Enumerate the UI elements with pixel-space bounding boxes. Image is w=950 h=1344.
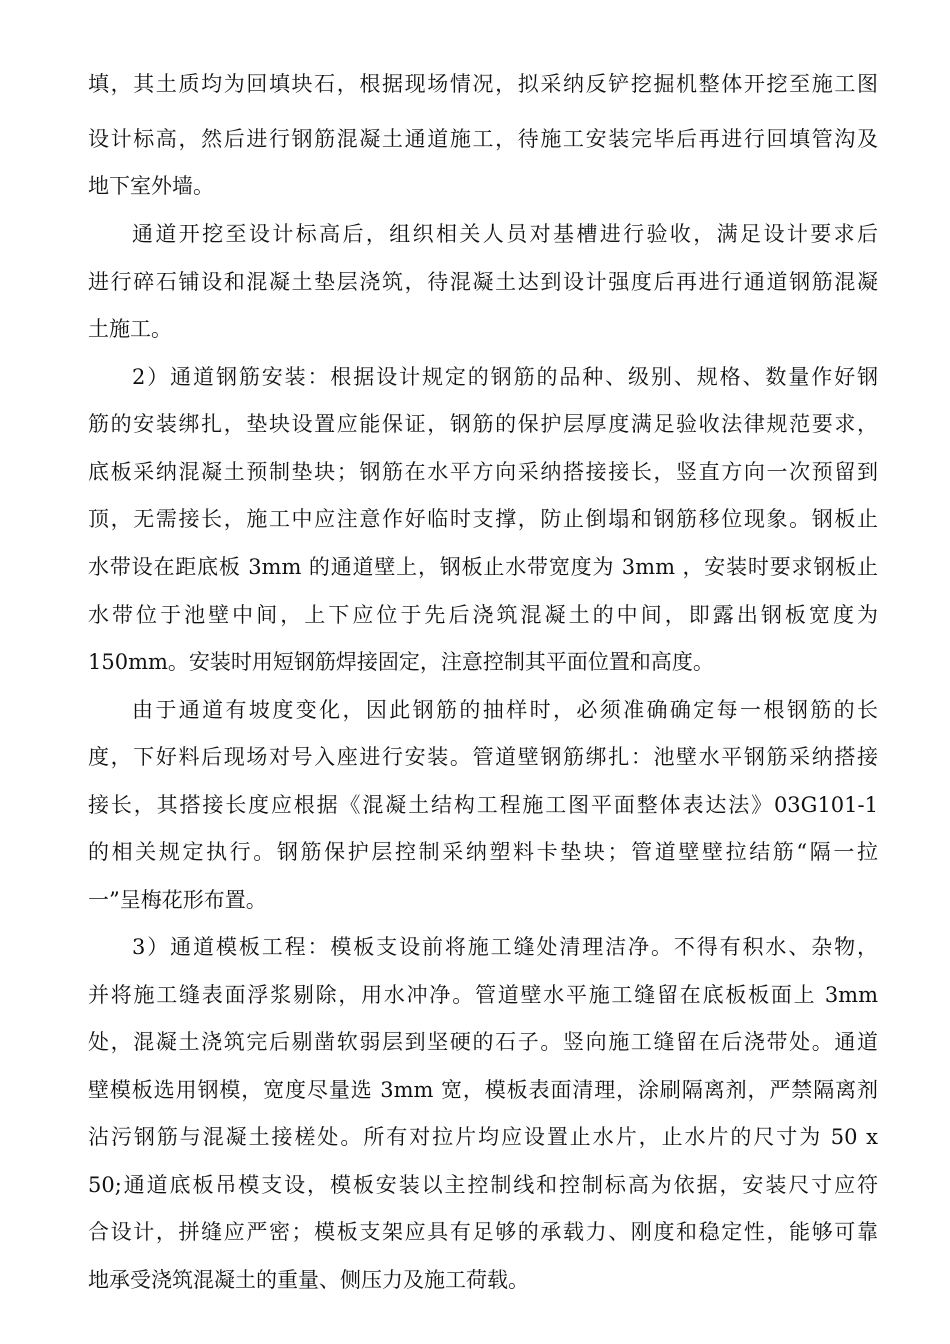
text-line: 通道开挖至设计标高后，组织相关人员对基槽进行验收，满足设计要求后 [132, 222, 878, 246]
text-line: 地下室外墙。 [88, 174, 214, 198]
text-line: 地承受浇筑混凝土的重量、侧压力及施工荷载。 [88, 1268, 529, 1292]
text-line: 土施工。 [88, 317, 172, 341]
text-line: 合设计，拼缝应严密；模板支架应具有足够的承载力、刚度和稳定性，能够可靠 [88, 1220, 878, 1244]
text-line: 接长，其搭接长度应根据《混凝土结构工程施工图平面整体表达法》03G101-1 [88, 793, 878, 817]
text-line: 设计标高，然后进行钢筋混凝土通道施工，待施工安装完毕后再进行回填管沟及 [88, 127, 878, 151]
text-line: 由于通道有坡度变化，因此钢筋的抽样时，必须准确确定每一根钢筋的长 [132, 698, 878, 722]
text-line: 水带位于池壁中间，上下应位于先后浇筑混凝土的中间，即露出钢板宽度为 [88, 603, 878, 627]
text-line: 50;通道底板吊模支设，模板安装以主控制线和控制标高为依据，安装尺寸应符 [88, 1173, 878, 1197]
text-line: 处，混凝土浇筑完后剔凿软弱层到坚硬的石子。竖向施工缝留在后浇带处。通道 [88, 1030, 878, 1054]
text-line: 进行碎石铺设和混凝土垫层浇筑，待混凝土达到设计强度后再进行通道钢筋混凝 [88, 270, 878, 294]
text-line: 150mm。安装时用短钢筋焊接固定，注意控制其平面位置和高度。 [88, 650, 714, 674]
text-line: 壁模板选用钢模，宽度尽量选 3mm 宽，模板表面清理，涂刷隔离剂，严禁隔离剂 [88, 1078, 878, 1102]
text-line: 筋的安装绑扎，垫块设置应能保证，钢筋的保护层厚度满足验收法律规范要求， [88, 412, 878, 436]
text-line: 顶，无需接长，施工中应注意作好临时支撑，防止倒塌和钢筋移位现象。钢板止 [88, 507, 878, 531]
text-line: 底板采纳混凝土预制垫块；钢筋在水平方向采纳搭接接长，竖直方向一次预留到 [88, 460, 878, 484]
text-line: 3）通道模板工程：模板支设前将施工缝处清理洁净。不得有积水、杂物， [132, 935, 878, 959]
text-line: 度，下好料后现场对号入座进行安装。管道壁钢筋绑扎：池壁水平钢筋采纳搭接 [88, 745, 878, 769]
text-line: 并将施工缝表面浮浆剔除，用水冲净。管道壁水平施工缝留在底板板面上 3mm [88, 983, 878, 1007]
text-line: 一”呈梅花形布置。 [88, 888, 267, 912]
text-line: 水带设在距底板 3mm 的通道壁上，钢板止水带宽度为 3mm ，安装时要求钢板止 [88, 555, 878, 579]
text-line: 填，其土质均为回填块石，根据现场情况，拟采纳反铲挖掘机整体开挖至施工图 [88, 72, 878, 96]
text-line: 的相关规定执行。钢筋保护层控制采纳塑料卡垫块；管道壁壁拉结筋“隔一拉 [88, 840, 878, 864]
text-line: 2）通道钢筋安装：根据设计规定的钢筋的品种、级别、规格、数量作好钢 [132, 365, 878, 389]
text-line: 沾污钢筋与混凝土接槎处。所有对拉片均应设置止水片，止水片的尺寸为 50 x [88, 1125, 878, 1149]
